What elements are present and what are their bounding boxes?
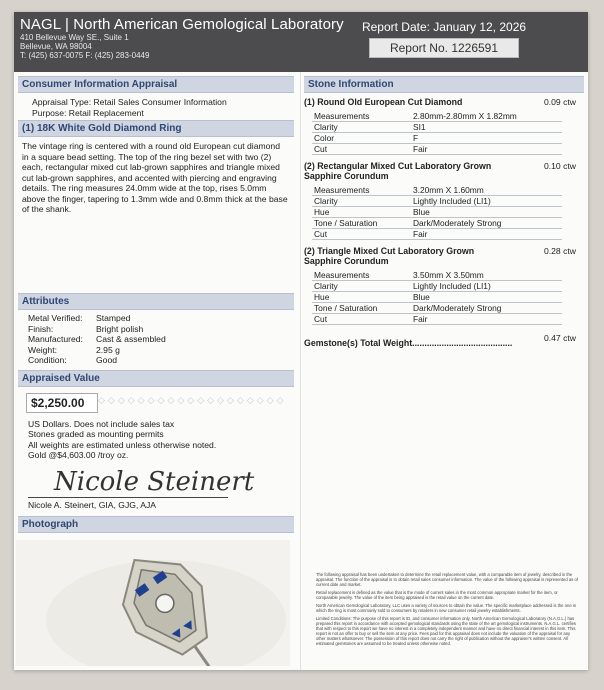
report-number: Report No. 1226591 xyxy=(369,38,519,58)
stone-row: Measurements 3.20mm X 1.60mm xyxy=(312,185,562,196)
stone-row: Measurements 3.50mm X 3.50mm xyxy=(312,270,562,281)
fine-print-paragraph: The following appraisal has been undertaken to determine the retail replacement value, with a comparable item of jewelry, described in the appraisal. The function of the appraisal is to obtain retail sales consumer information. The value of the following appraisal is represented as of current date and market. xyxy=(316,572,578,587)
stone-block xyxy=(304,246,584,325)
lab-name: NAGL | North American Gemological Laboratory xyxy=(20,16,344,33)
right-column xyxy=(304,76,584,646)
consumer-section-title: Consumer Information Appraisal xyxy=(18,76,294,93)
stone-table xyxy=(312,111,562,155)
lab-address-1: 410 Bellevue Way SE., Suite 1 xyxy=(20,33,129,42)
stone-row: Tone / Saturation Dark/Moderately Strong xyxy=(312,218,562,229)
fine-print-paragraph: Retail replacement is defined as the value that is the mode of current sales in the most common appropriate market for the item, or comparable jewelry. The value of the item being appraised is the retail value on the current date. xyxy=(316,590,558,600)
stone-row: Tone / Saturation Dark/Moderately Strong xyxy=(312,303,562,314)
ring-photograph xyxy=(16,540,290,666)
handwritten-signature: Nicole Steinert xyxy=(54,466,255,497)
attr-row: Metal Verified: Stamped xyxy=(28,313,131,323)
stone-table xyxy=(312,185,562,240)
stone-title: (2) Rectangular Mixed Cut Laboratory Grown Sapphire Corundum xyxy=(304,161,492,181)
report-date: Report Date: January 12, 2026 xyxy=(361,20,527,34)
left-column xyxy=(18,76,294,533)
appraisal-type: Appraisal Type: Retail Sales Consumer Information xyxy=(32,97,227,107)
value-title: Appraised Value xyxy=(18,370,294,387)
fine-print-paragraph: North American Gemological Laboratory, LLC uses a variety of sources to obtain the value. The specific marketplace addressed is the one in which the ring is most commonly sold to consumers by retailers in new consumer retail jewelry establishments. xyxy=(316,603,577,613)
total-weight-value: 0.47 ctw xyxy=(543,333,576,343)
stone-title: (2) Triangle Mixed Cut Laboratory Grown Sapphire Corundum xyxy=(304,246,475,266)
stone-row: Cut Fair xyxy=(312,144,562,155)
item-description: The vintage ring is centered with a round old European cut diamond in a square bead setting. The top of the ring bezel set with two (2) each, rectangular mixed cut lab-grown sapphires and triangle mixed cut lab-grown sapphires, and accented with piercing and engraving details. The ring measures 24.0mm wide at the top, rises 5.0mm above the finger, tapering to 1.3mm wide and 0.8mm thick at the base of the shank. xyxy=(22,141,288,214)
stone-row: Hue Blue xyxy=(312,292,562,303)
item-title: (1) 18K White Gold Diamond Ring xyxy=(18,120,294,137)
value-notes xyxy=(28,419,294,461)
appraisal-document xyxy=(14,12,588,670)
value-note: US Dollars. Does not include sales tax xyxy=(28,418,175,429)
value-note: Stones graded as mounting permits xyxy=(28,429,164,439)
fold-line xyxy=(300,72,301,670)
value-note: Gold @$4,603.00 /troy oz. xyxy=(28,450,129,460)
attr-row: Weight: 2.95 g xyxy=(28,344,120,355)
ring-image xyxy=(16,540,290,666)
stone-row: Hue Blue xyxy=(312,207,562,218)
value-box xyxy=(26,393,294,413)
lab-phone: T: (425) 637-0075 F: (425) 283-0449 xyxy=(20,51,150,60)
report-header xyxy=(14,12,588,72)
stone-block xyxy=(304,97,584,155)
stone-weight: 0.10 ctw xyxy=(543,161,576,171)
signature-area xyxy=(54,467,294,497)
signature-line xyxy=(28,497,228,498)
fine-print-paragraph: Limited Conditions: The purpose of this report is ID, and consumer information only. North American Gemological Laboratory (N.A.G.L.) has prepared this report in accordance with accepted gemological standards using the state of the art gemological instruments. N.A.G.L. certifies that with respect to this report we have no interest in a completely independent manner and have no direct financial interest in this item. This report is not an offer to buy or sell the item at any price. Fees paid for this appraisal does not include the valuation of the appraisal for any other matters whatsoever. The possession of this report does not carry the right of publication without the appraiser's written consent. All estimated gemstones are assumed to be treated unless otherwise noted. xyxy=(316,616,576,646)
stone-table xyxy=(312,270,562,325)
stone-row: Clarity Lightly Included (LI1) xyxy=(312,281,562,292)
lab-address-2: Bellevue, WA 98004 xyxy=(20,42,92,51)
attributes-title: Attributes xyxy=(18,293,294,310)
photograph-title: Photograph xyxy=(18,516,294,533)
fine-print xyxy=(316,572,578,646)
diamond-watermark: ◇◇◇◇◇◇◇◇◇◇◇◇◇◇◇◇◇◇◇ xyxy=(98,394,287,405)
stone-weight: 0.28 ctw xyxy=(543,246,576,256)
attr-row: Condition: Good xyxy=(28,355,118,365)
total-weight-label: Gemstone(s) Total Weight......................................... xyxy=(304,338,513,348)
stone-block xyxy=(304,161,584,240)
stone-row: Color F xyxy=(312,133,562,144)
stone-info-title: Stone Information xyxy=(304,76,584,93)
stone-row: Clarity SI1 xyxy=(312,122,562,133)
appraised-amount: $2,250.00 xyxy=(26,393,98,413)
stone-row: Clarity Lightly Included (LI1) xyxy=(312,196,562,207)
stone-title: (1) Round Old European Cut Diamond xyxy=(304,97,463,107)
attributes-list xyxy=(28,313,290,366)
attr-row: Manufactured: Cast & assembled xyxy=(28,334,166,344)
attr-row: Finish: Bright polish xyxy=(28,323,144,334)
value-note: All weights are estimated unless otherwise noted. xyxy=(28,439,217,450)
stone-weight: 0.09 ctw xyxy=(543,97,576,107)
stone-row: Measurements 2.80mm-2.80mm X 1.82mm xyxy=(312,111,562,122)
stone-row: Cut Fair xyxy=(312,229,562,240)
appraisal-purpose: Purpose: Retail Replacement xyxy=(32,107,144,118)
appraiser-name: Nicole A. Steinert, GIA, GJG, AJA xyxy=(28,499,156,510)
stone-row: Cut Fair xyxy=(312,314,562,325)
total-weight-row xyxy=(304,333,584,348)
